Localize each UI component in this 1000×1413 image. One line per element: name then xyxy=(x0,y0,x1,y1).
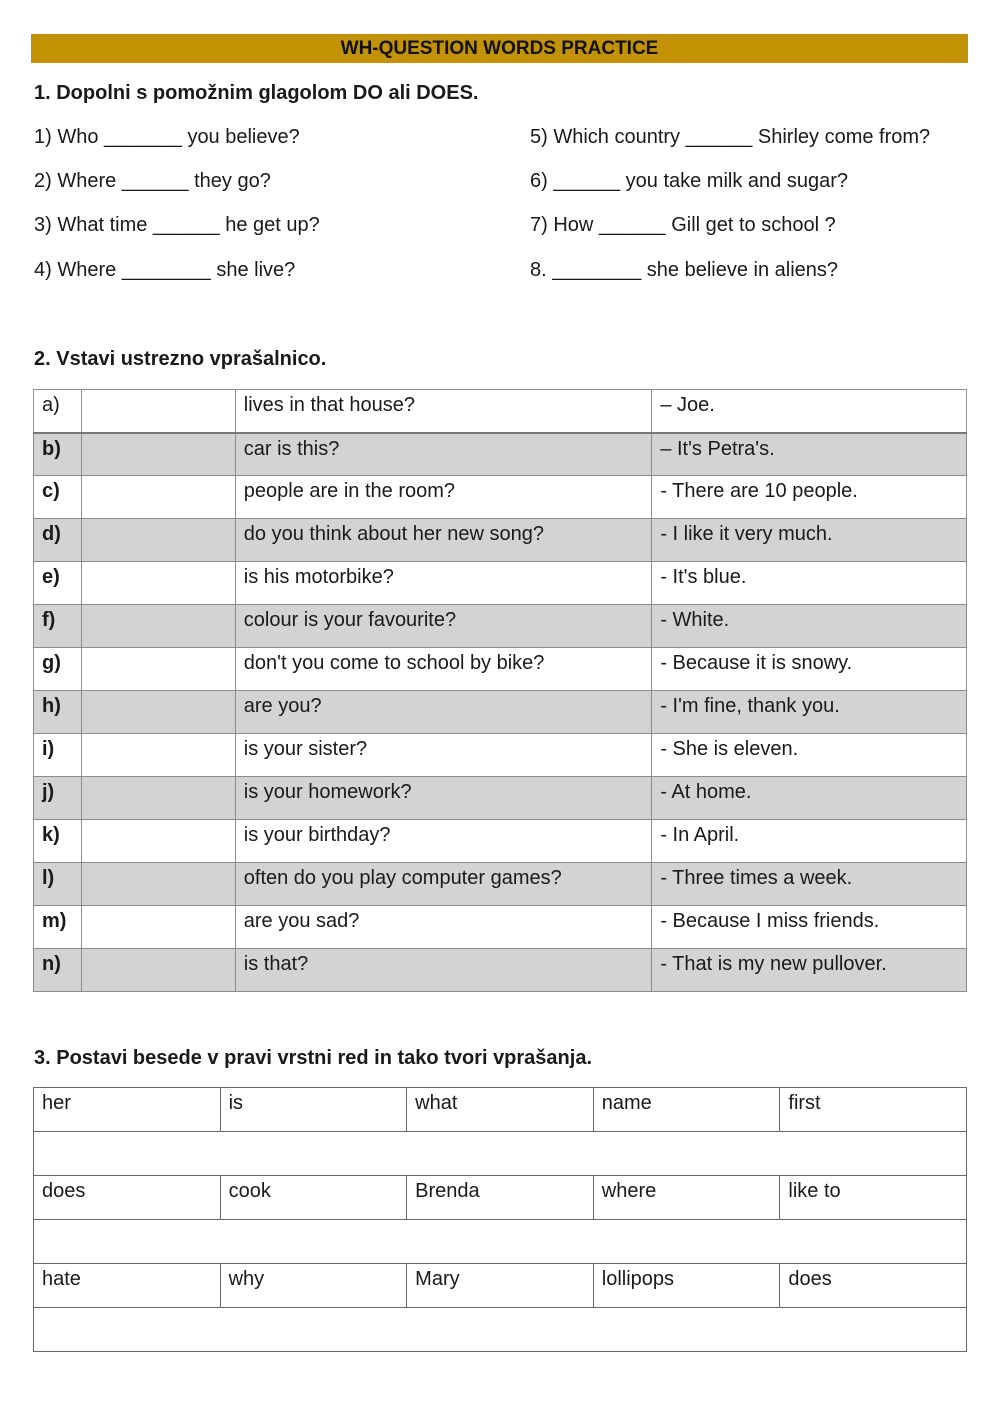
row-label: i) xyxy=(34,734,82,777)
table-row xyxy=(34,648,967,691)
table-row xyxy=(34,605,967,648)
question-word-table xyxy=(33,389,967,992)
row-label: a) xyxy=(34,390,82,433)
answer-text: - It's blue. xyxy=(652,562,967,605)
row-label: c) xyxy=(34,476,82,519)
answer-text: – It's Petra's. xyxy=(652,433,967,476)
exercise1-item-4: 4) Where ________ she live? xyxy=(34,259,296,281)
answer-blank-cell[interactable] xyxy=(81,605,235,648)
answer-text: - She is eleven. xyxy=(652,734,967,777)
question-text: car is this? xyxy=(235,433,652,476)
answer-text: - Because I miss friends. xyxy=(652,906,967,949)
question-text: lives in that house? xyxy=(235,390,652,433)
table-row xyxy=(34,949,967,992)
row-label: d) xyxy=(34,519,82,562)
word-cell: like to xyxy=(780,1176,967,1220)
answer-row xyxy=(34,1220,967,1264)
word-cell: first xyxy=(780,1088,967,1132)
row-label: b) xyxy=(34,433,82,476)
row-label: l) xyxy=(34,863,82,906)
table-row xyxy=(34,562,967,605)
question-text: is that? xyxy=(235,949,652,992)
word-cell: does xyxy=(780,1264,967,1308)
word-cell: where xyxy=(593,1176,780,1220)
word-cell: Mary xyxy=(407,1264,594,1308)
exercise1-item-8: 8. ________ she believe in aliens? xyxy=(530,259,839,281)
question-text: is your sister? xyxy=(235,734,652,777)
question-text: is your homework? xyxy=(235,777,652,820)
answer-blank-cell[interactable] xyxy=(81,734,235,777)
word-cell: why xyxy=(220,1264,407,1308)
section2-heading: 2. Vstavi ustrezno vprašalnico. xyxy=(34,348,327,370)
word-cell: lollipops xyxy=(593,1264,780,1308)
exercise1-item-7: 7) How ______ Gill get to school ? xyxy=(530,214,836,236)
table-row xyxy=(34,476,967,519)
table-row xyxy=(34,734,967,777)
exercise1-item-2: 2) Where ______ they go? xyxy=(34,170,271,192)
word-row xyxy=(34,1176,967,1220)
answer-blank-cell[interactable] xyxy=(81,433,235,476)
table-row xyxy=(34,820,967,863)
answer-text: - I like it very much. xyxy=(652,519,967,562)
row-label: k) xyxy=(34,820,82,863)
question-text: people are in the room? xyxy=(235,476,652,519)
table-row xyxy=(34,906,967,949)
row-label: j) xyxy=(34,777,82,820)
table-row xyxy=(34,433,967,476)
answer-line-cell[interactable] xyxy=(34,1308,967,1352)
word-cell: hate xyxy=(34,1264,221,1308)
row-label: n) xyxy=(34,949,82,992)
answer-text: - Because it is snowy. xyxy=(652,648,967,691)
question-text: do you think about her new song? xyxy=(235,519,652,562)
answer-text: - Three times a week. xyxy=(652,863,967,906)
question-text: often do you play computer games? xyxy=(235,863,652,906)
answer-blank-cell[interactable] xyxy=(81,648,235,691)
answer-text: – Joe. xyxy=(652,390,967,433)
answer-blank-cell[interactable] xyxy=(81,390,235,433)
word-cell: what xyxy=(407,1088,594,1132)
question-text: is your birthday? xyxy=(235,820,652,863)
row-label: f) xyxy=(34,605,82,648)
word-cell: does xyxy=(34,1176,221,1220)
row-label: e) xyxy=(34,562,82,605)
question-text: are you? xyxy=(235,691,652,734)
question-text: are you sad? xyxy=(235,906,652,949)
answer-line-cell[interactable] xyxy=(34,1220,967,1264)
answer-text: - In April. xyxy=(652,820,967,863)
word-cell: her xyxy=(34,1088,221,1132)
answer-text: - There are 10 people. xyxy=(652,476,967,519)
table-row xyxy=(34,390,967,433)
answer-blank-cell[interactable] xyxy=(81,691,235,734)
question-text: don't you come to school by bike? xyxy=(235,648,652,691)
answer-blank-cell[interactable] xyxy=(81,820,235,863)
answer-text: - White. xyxy=(652,605,967,648)
row-label: h) xyxy=(34,691,82,734)
answer-blank-cell[interactable] xyxy=(81,863,235,906)
answer-text: - I'm fine, thank you. xyxy=(652,691,967,734)
question-text: colour is your favourite? xyxy=(235,605,652,648)
word-cell: is xyxy=(220,1088,407,1132)
table-row xyxy=(34,863,967,906)
answer-blank-cell[interactable] xyxy=(81,562,235,605)
answer-text: - At home. xyxy=(652,777,967,820)
answer-row xyxy=(34,1132,967,1176)
word-order-table xyxy=(33,1087,967,1352)
table-row xyxy=(34,691,967,734)
table-row xyxy=(34,519,967,562)
exercise1-item-5: 5) Which country ______ Shirley come from? xyxy=(530,126,931,148)
answer-line-cell[interactable] xyxy=(34,1132,967,1176)
exercise1-item-1: 1) Who _______ you believe? xyxy=(34,126,300,148)
answer-blank-cell[interactable] xyxy=(81,949,235,992)
answer-blank-cell[interactable] xyxy=(81,519,235,562)
question-text: is his motorbike? xyxy=(235,562,652,605)
section3-heading: 3. Postavi besede v pravi vrstni red in tako tvori vprašanja. xyxy=(34,1047,593,1069)
row-label: m) xyxy=(34,906,82,949)
exercise1-item-3: 3) What time ______ he get up? xyxy=(34,214,320,236)
answer-blank-cell[interactable] xyxy=(81,906,235,949)
worksheet-title: WH-QUESTION WORDS PRACTICE xyxy=(31,34,968,63)
answer-text: - That is my new pullover. xyxy=(652,949,967,992)
answer-blank-cell[interactable] xyxy=(81,777,235,820)
row-label: g) xyxy=(34,648,82,691)
answer-blank-cell[interactable] xyxy=(81,476,235,519)
word-row xyxy=(34,1088,967,1132)
word-cell: cook xyxy=(220,1176,407,1220)
answer-row xyxy=(34,1308,967,1352)
word-row xyxy=(34,1264,967,1308)
word-cell: Brenda xyxy=(407,1176,594,1220)
exercise1-item-6: 6) ______ you take milk and sugar? xyxy=(530,170,848,192)
word-cell: name xyxy=(593,1088,780,1132)
section1-heading: 1. Dopolni s pomožnim glagolom DO ali DOES. xyxy=(34,82,479,104)
table-row xyxy=(34,777,967,820)
